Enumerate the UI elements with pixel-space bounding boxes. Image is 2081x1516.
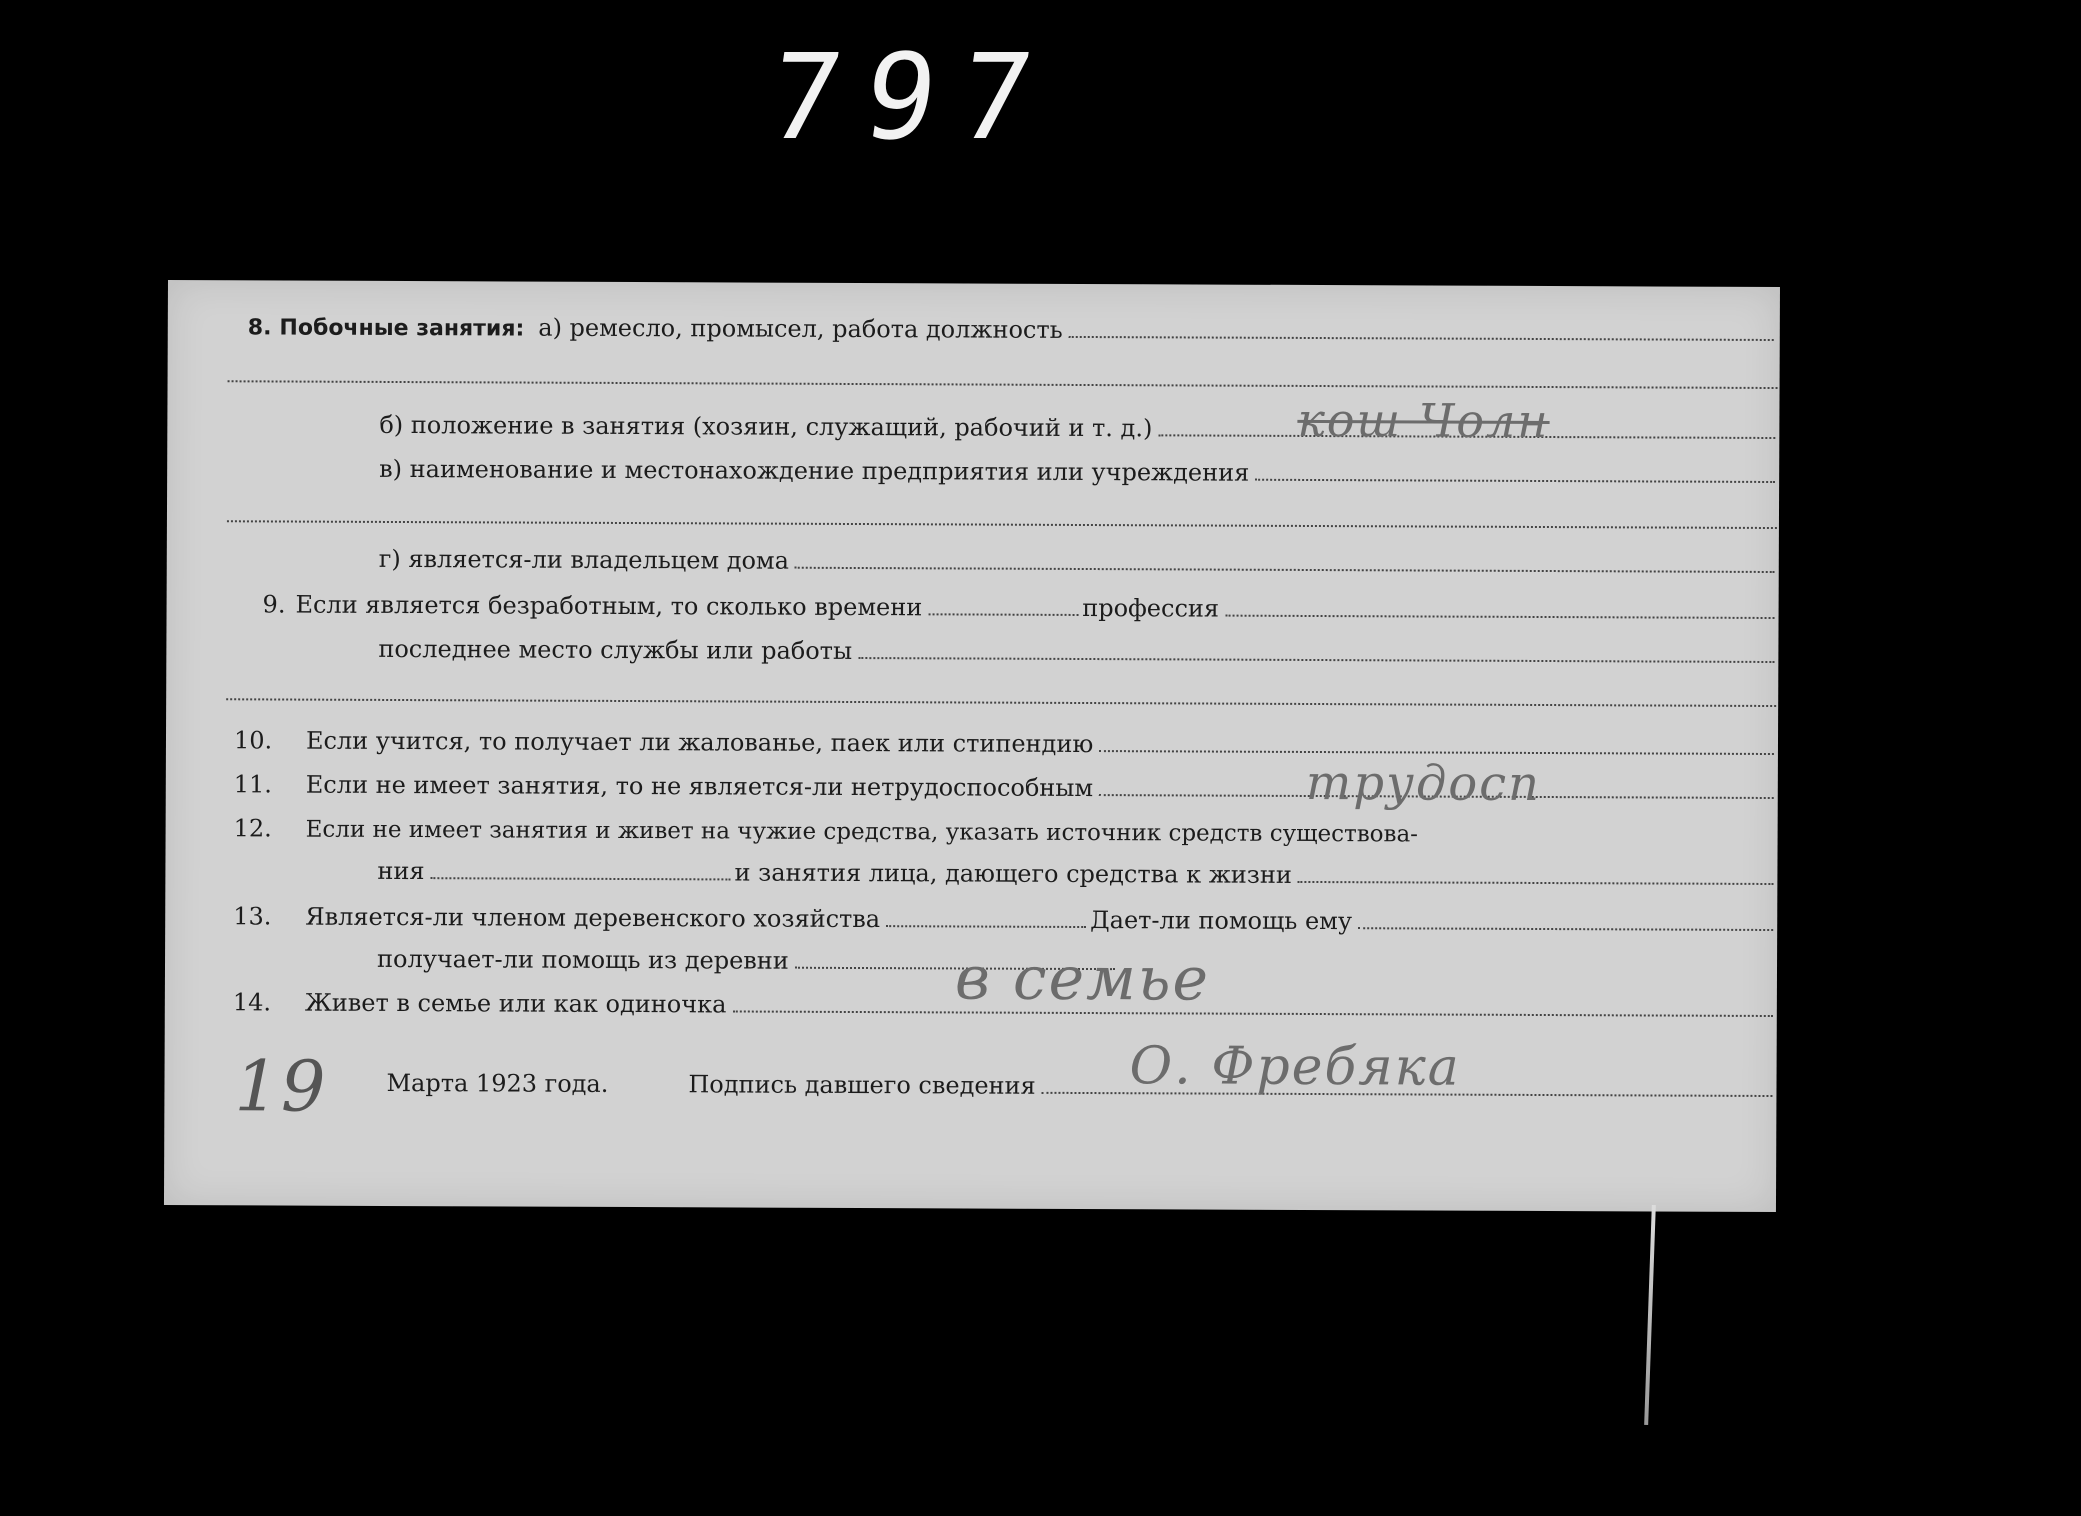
q12-row	[234, 812, 1778, 849]
q13-receive-label: получает-ли помощь из деревни	[376, 944, 789, 975]
q8-label: Побочные занятия:	[279, 315, 525, 342]
q14-label: Живет в семье или как одиночка	[304, 988, 727, 1019]
signature-label: Подпись давшего сведения	[688, 1070, 1036, 1100]
q13-row	[233, 900, 1777, 937]
q11-handwritten-answer: трудосп	[1305, 754, 1542, 812]
q8v-label: в) наименование и местонахождение предприятия или учреждения	[379, 454, 1250, 487]
q11-row	[234, 768, 1778, 805]
q9-time-line	[928, 613, 1078, 616]
q8v-answer-line	[1255, 479, 1775, 483]
q10-number: 10.	[233, 726, 273, 755]
q9-profession-line	[1225, 615, 1775, 619]
q8-row	[248, 310, 1778, 347]
date-month-year: Марта 1923 года.	[386, 1068, 609, 1098]
q13-member-line	[886, 925, 1086, 928]
q9-label: Если является безработным, то сколько времени	[295, 590, 923, 622]
q13-help-line	[1358, 927, 1773, 931]
q8b-handwritten-answer: кош Чолн	[1297, 392, 1550, 449]
signature-handwritten: О. Фребяка	[1129, 1036, 1461, 1098]
q9-row	[263, 588, 1779, 625]
q9-last-place-row	[378, 633, 1778, 669]
q10-row	[234, 724, 1778, 761]
q14-handwritten-answer: в семье	[954, 943, 1211, 1015]
q9-continuation-line	[226, 698, 1776, 707]
q12-cont-label: ния	[377, 856, 425, 886]
q11-number: 11.	[233, 770, 273, 799]
q13-help-label: Дает-ли помощь ему	[1090, 906, 1353, 936]
q14-number: 14.	[232, 988, 272, 1017]
q13-label: Является-ли членом деревенского хозяйства	[305, 902, 881, 934]
q10-label: Если учится, то получает ли жалованье, паек или стипендию	[305, 726, 1094, 759]
q10-answer-line	[1099, 750, 1774, 755]
q14-answer-line	[732, 1010, 1772, 1017]
q11-label: Если не имеет занятия, то не является-ли нетрудоспособным	[305, 770, 1094, 803]
q8v-row	[379, 453, 1779, 489]
q9-last-place-label: последнее место службы или работы	[378, 634, 853, 665]
q8g-row	[379, 543, 1779, 579]
q12-continuation-row	[377, 855, 1777, 891]
q8b-label: б) положение в занятия (хозяин, служащий, рабочий и т. д.)	[379, 410, 1153, 443]
q8g-label: г) является-ли владельцем дома	[378, 544, 789, 575]
q8a-label: а) ремесло, промысел, работа должность	[538, 313, 1063, 344]
q9-number: 9.	[262, 590, 286, 619]
q8-number: 8.	[247, 315, 272, 341]
q8b-row	[379, 409, 1779, 445]
q12-source-line	[431, 877, 731, 880]
q12-person-line	[1298, 881, 1774, 885]
q8v-continuation-line	[227, 520, 1777, 529]
frame-number: 797	[760, 28, 1065, 166]
census-card	[164, 280, 1780, 1212]
q8a-answer-line	[1069, 336, 1774, 341]
q12-number: 12.	[233, 814, 272, 843]
film-scratch	[1644, 1205, 1656, 1425]
q9-profession-label: профессия	[1082, 593, 1220, 623]
q12-label: Если не имеет занятия и живет на чужие средства, указать источник средств существова-	[305, 816, 1419, 848]
footer-row	[386, 1067, 1776, 1103]
q13-number: 13.	[233, 902, 272, 931]
q8g-answer-line	[795, 567, 1775, 573]
date-handwritten-day: 19	[234, 1045, 328, 1128]
q12-second-label: и занятия лица, дающего средства к жизни	[734, 858, 1292, 889]
q8a-continuation-line	[228, 380, 1778, 389]
q9-last-place-line	[858, 657, 1774, 663]
